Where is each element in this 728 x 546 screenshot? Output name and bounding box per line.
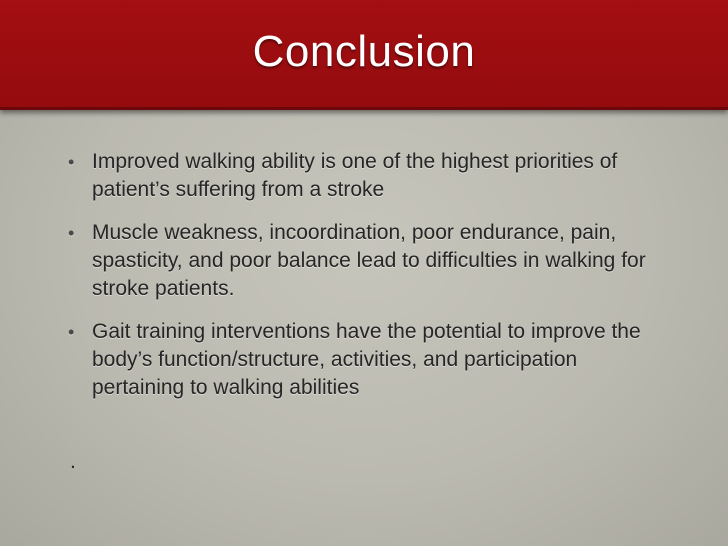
trailing-text: . bbox=[70, 450, 76, 473]
bullet-text: Improved walking ability is one of the highest priorities of patient’s suffering from a stroke bbox=[92, 150, 618, 201]
bullet-item bbox=[52, 318, 672, 402]
bullet-item bbox=[52, 219, 672, 303]
bullet-marker: • bbox=[68, 223, 75, 243]
bullet-text: Gait training interventions have the potential to improve the body’s function/structure, activities, and participation pertaining to walking abilities bbox=[92, 320, 641, 399]
bullet-marker: • bbox=[68, 152, 75, 172]
title-bar bbox=[0, 0, 728, 110]
bullet-list bbox=[52, 148, 672, 417]
slide-title: Conclusion bbox=[252, 27, 476, 76]
bullet-marker: • bbox=[68, 322, 75, 342]
bullet-text: Muscle weakness, incoordination, poor endurance, pain, spasticity, and poor balance lead to difficulties in walking for stroke patients. bbox=[92, 221, 646, 300]
bullet-item bbox=[52, 148, 672, 204]
